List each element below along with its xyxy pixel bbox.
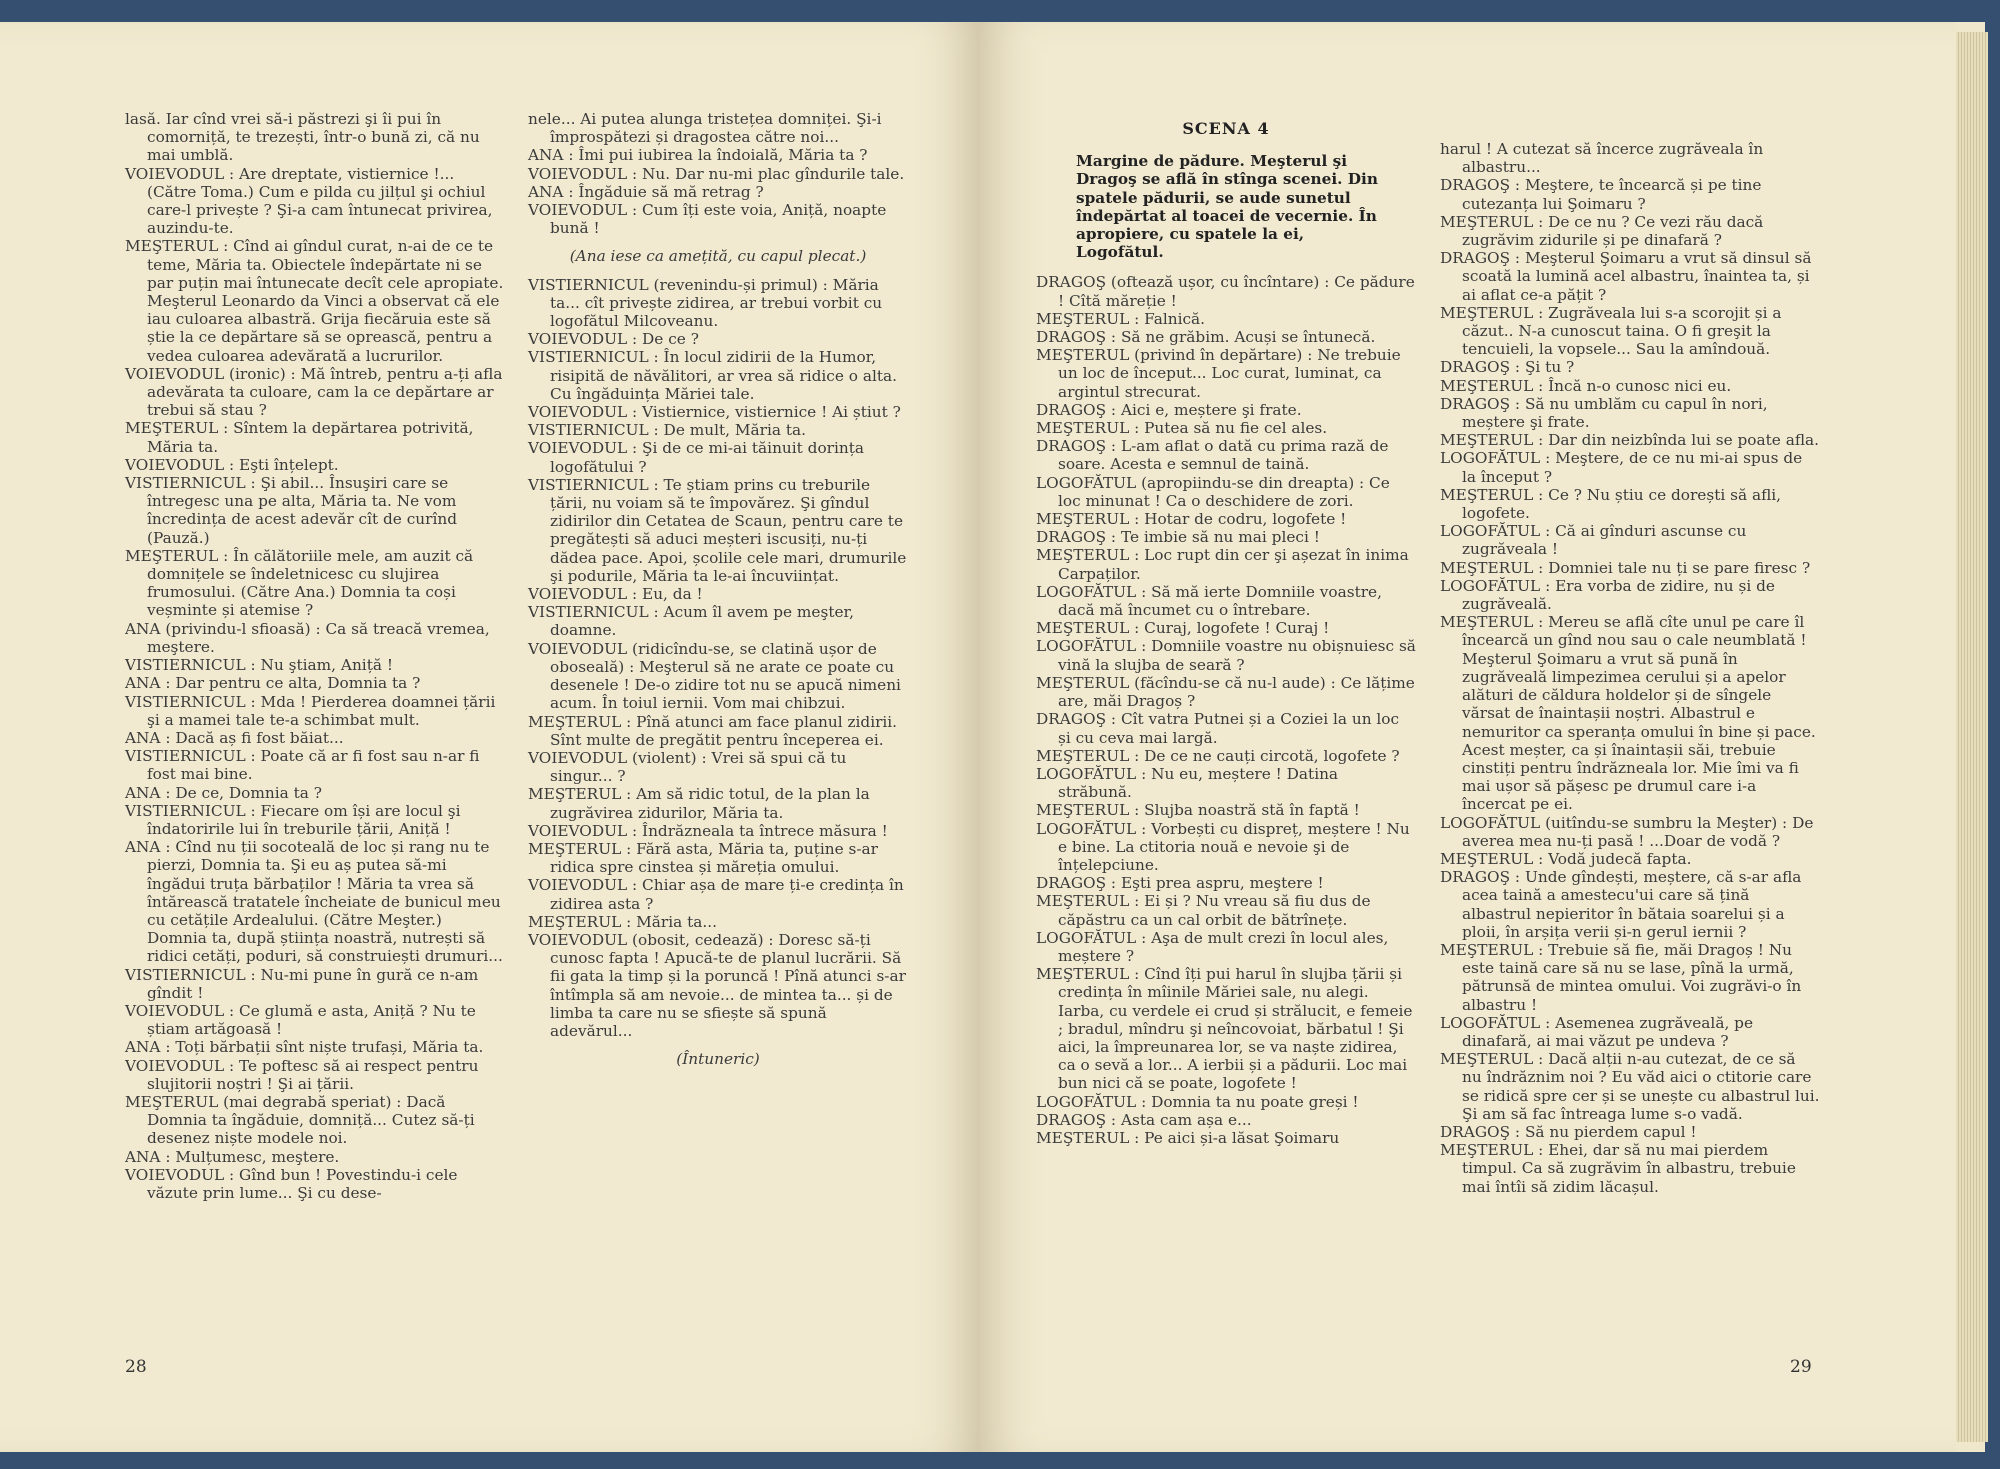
dialogue-line: ANA (privindu-l sfioasă) : Ca să treacă vremea, meştere. xyxy=(125,619,490,656)
dialogue-line: VOIEVODUL (violent) : Vrei să spui că tu singur... ? xyxy=(528,748,847,786)
dialogue-line: VISTIERNICUL : Şi abil... Însuşiri care se întregesc una pe alta, Măria ta. Ne vom încredința de acest adevăr cît de curînd (Pauză.) xyxy=(125,474,457,547)
dialogue-line: VISTIERNICUL : Acum îl avem pe meşter, doamne. xyxy=(528,603,855,640)
dialogue-line: LOGOFĂTUL : Să mă ierte Domniile voastre, dacă mă încumet cu o întrebare. xyxy=(1036,582,1382,620)
dialogue-line: MEŞTERUL : Slujba noastră stă în faptă ! xyxy=(1036,801,1360,820)
dialogue-line: ANA : Dar pentru ce alta, Domnia ta ? xyxy=(125,674,421,693)
dialogue-line: MEŞTERUL : Loc rupt din cer şi așezat în inima Carpaților. xyxy=(1036,546,1409,583)
dialogue-line: MEŞTERUL : Dar din neizbînda lui se poate afla. xyxy=(1440,431,1820,450)
dialogue-line: VOIEVODUL : Şi de ce mi-ai tăinuit dorința logofătului ? xyxy=(528,439,864,476)
dialogue-line: LOGOFĂTUL : Meştere, de ce nu mi-ai spus de la început ? xyxy=(1440,449,1803,486)
dialogue-line: DRAGOŞ : Să ne grăbim. Acuși se întunecă. xyxy=(1036,328,1376,347)
dialogue-line: VOIEVODUL : Gînd bun ! Povestindu-i cele văzute prin lume... Şi cu dese- xyxy=(125,1165,458,1202)
dialogue-line: LOGOFĂTUL : Aşa de mult crezi în locul ales, meștere ? xyxy=(1036,928,1389,965)
dialogue-line: MEŞTERUL : Falnică. xyxy=(1036,309,1206,328)
dialogue-line: ANA : Îngăduie să mă retrag ? xyxy=(528,182,764,201)
dialogue-line: VOIEVODUL : Are dreptate, vistiernice !... (Către Toma.) Cum e pilda cu jilțul şi ochiul care-l privește ? Şi-a cam întunecat privirea, auzindu-te. xyxy=(125,164,493,238)
dialogue-line: DRAGOŞ : Cît vatra Putnei și a Coziei la un loc și cu ceva mai largă. xyxy=(1036,710,1400,747)
dialogue-line: VOIEVODUL : Vistiernice, vistiernice ! Ai știut ? xyxy=(528,403,901,422)
dialogue-line: LOGOFĂTUL : Domnia ta nu poate greși ! xyxy=(1036,1092,1359,1111)
dialogue-line: MEŞTERUL (mai degrabă speriat) : Dacă Domnia ta îngăduie, domniță... Cutez să-ți desenez niște modele noi. xyxy=(125,1092,475,1148)
dialogue-line: LOGOFĂTUL : Domniile voastre nu obișnuiesc să vină la slujba de seară ? xyxy=(1036,637,1416,674)
dialogue-line: MEŞTERUL : Mereu se află cîte unul pe care îl încearcă un gînd nou sau o cale neumblată ! Meşterul Şoimaru a vrut să pună în zugrăveală limpezimea cerului și a apelor alături de căldura holdelor și de sîngele vărsat de înaintașii noștri. Albastrul e nemuritor ca speranța omului în bine și pace. Acest meșter, ca și înaintașii săi, trebuie cinstiți pentru îndrăzneala lor. Mie îmi va fi mai ușor să pășesc pe drumul care i-a încercat pe ei. xyxy=(1440,613,1816,814)
dialogue-line: VOIEVODUL : Eşti înțelept. xyxy=(125,455,339,474)
dialogue-line: MEŞTERUL : În călătoriile mele, am auzit că domnițele se îndeletnicesc cu slujirea frumosului. (Către Ana.) Domnia ta coși veșminte și atemise ? xyxy=(125,546,474,620)
dialogue-line: VOIEVODUL : Îndrăzneala ta întrece măsura ! xyxy=(528,821,888,840)
dialogue-line: MEŞTERUL : Pe aici și-a lăsat Şoimaru xyxy=(1036,1128,1340,1147)
dialogue-line: VOIEVODUL : Cum îți este voia, Aniță, noapte bună ! xyxy=(528,201,887,238)
dialogue-line: MEŞTERUL : Curaj, logofete ! Curaj ! xyxy=(1036,619,1330,638)
dialogue-line: harul ! A cutezat să încerce zugrăveala în albastru... xyxy=(1440,140,1764,177)
dialogue-line: MEŞTERUL : Am să ridic totul, de la plan la zugrăvirea zidurilor, Măria ta. xyxy=(528,785,870,822)
dialogue-line: VISTIERNICUL (revenindu-și primul) : Măria ta... cît privește zidirea, ar trebui vorbit cu logofătul Milcoveanu. xyxy=(528,275,883,331)
dialogue-line: VISTIERNICUL : De mult, Măria ta. xyxy=(528,421,806,440)
dialogue-line: VOIEVODUL (obosit, cedează) : Doresc să-ți cunosc fapta ! Apucă-te de planul lucrării. Să fii gata la timp și la poruncă ! Pînă atunci s-ar întîmpla să am nevoie... de mintea ta... și de limba ta care nu se sfiește să spună adevărul... xyxy=(528,930,906,1040)
dialogue-line: LOGOFĂTUL : Era vorba de zidire, nu și de zugrăveală. xyxy=(1440,576,1775,614)
dialogue-line: MEŞTERUL : Domniei tale nu ți se pare firesc ? xyxy=(1440,558,1811,577)
dialogue-line: DRAGOŞ : L-am aflat o dată cu prima rază de soare. Acesta e semnul de taină. xyxy=(1036,437,1389,474)
dialogue-line: DRAGOŞ (oftează ușor, cu încîntare) : Ce pădure ! Cîtă măreție ! xyxy=(1036,273,1415,310)
dialogue-line: ANA : Mulțumesc, meştere. xyxy=(125,1147,340,1166)
right-column-1 xyxy=(1036,110,1416,1147)
dialogue-line: MEŞTERUL : Măria ta... xyxy=(528,912,717,931)
dialogue-line: VISTIERNICUL : În locul zidirii de la Humor, risipită de năvălitori, ar vrea să ridice o alta. Cu îngăduința Măriei tale. xyxy=(528,348,897,403)
dialogue-line: MEŞTERUL (făcîndu-se că nu-l aude) : Ce lățime are, măi Dragoș ? xyxy=(1036,673,1415,711)
page-edges xyxy=(1956,32,1988,1442)
dialogue-line: MEŞTERUL : Ehei, dar să nu mai pierdem timpul. Ca să zugrăvim în albastru, trebuie mai întîi să zidim lăcașul. xyxy=(1440,1141,1796,1196)
dialogue-line: VOIEVODUL : De ce ? xyxy=(528,330,699,349)
dialogue-line: VISTIERNICUL : Mda ! Pierderea doamnei țării şi a mamei tale te-a schimbat mult. xyxy=(125,692,496,729)
dialogue-line: VISTIERNICUL : Nu-mi pune în gură ce n-am gîndit ! xyxy=(125,965,479,1002)
dialogue-line: ANA : De ce, Domnia ta ? xyxy=(125,783,322,802)
dialogue-line: VOIEVODUL (ironic) : Mă întreb, pentru a-ți afla adevărata ta culoare, cam la ce depărtare ar trebui să stau ? xyxy=(125,364,503,420)
dialogue-line: MEŞTERUL : Cînd ai gîndul curat, n-ai de ce te teme, Măria ta. Obiectele îndepărtate ni se par puțin mai întunecate decît cele apropiate. Meşterul Leonardo da Vinci a observat că ele iau culoarea albastră. Grija fiecăruia este să știe la ce depărtare să se oprească, pentru a vedea culoarea adevărată a lucrurilor. xyxy=(125,237,504,365)
scene-setting: Margine de pădure. Meşterul şi Dragoş se află în stînga scenei. Din spatele pădurii, se aude sunetul îndepărtat al toacei de vecernie. În apropiere, cu spatele la ei, Logofătul. xyxy=(1076,152,1378,262)
dialogue-line: ANA : Toți bărbații sînt niște trufași, Măria ta. xyxy=(125,1038,484,1057)
dialogue-line: MEŞTERUL : Trebuie să fie, măi Dragoș ! Nu este taină care să nu se lase, pînă la urmă, pătrunsă de mintea omului. Voi zugrăvi-o în albastru ! xyxy=(1440,940,1802,1014)
dialogue-line: DRAGOŞ : Eşti prea aspru, meştere ! xyxy=(1036,874,1324,893)
dialogue-line: MEŞTERUL : Hotar de codru, logofete ! xyxy=(1036,510,1347,529)
book-spread xyxy=(0,22,1985,1452)
dialogue-line: VOIEVODUL (ridicîndu-se, se clatină ușor de oboseală) : Meşterul să ne arate ce poate cu desenele ! De-o zidire tot nu se apucă nimeni acum. În toiul iernii. Vom mai chibzui. xyxy=(528,639,901,713)
dialogue-line: DRAGOŞ : Să nu pierdem capul ! xyxy=(1440,1122,1697,1141)
dialogue-line: MEŞTERUL : Pînă atunci am face planul zidirii. Sînt multe de pregătit pentru începerea ei. xyxy=(528,712,898,749)
dialogue-line: VISTIERNICUL : Nu ştiam, Aniță ! xyxy=(125,656,393,675)
dialogue-line: LOGOFĂTUL : Că ai gînduri ascunse cu zugrăveala ! xyxy=(1440,522,1747,559)
dialogue-line: MEŞTERUL : Ce ? Nu știu ce dorești să afli, logofete. xyxy=(1440,485,1782,523)
left-column-1 xyxy=(125,110,505,1202)
dialogue-line: VOIEVODUL : Te poftesc să ai respect pentru slujitorii noștri ! Şi ai țării. xyxy=(125,1056,479,1093)
right-page xyxy=(978,22,1956,1452)
dialogue-line: nele... Ai putea alunga tristețea domniței. Şi-i împrospătezi și dragostea către noi... xyxy=(528,110,882,147)
dialogue-line: DRAGOŞ : Te imbie să nu mai pleci ! xyxy=(1036,528,1320,547)
dialogue-line: VOIEVODUL : Eu, da ! xyxy=(528,585,703,604)
dialogue-line: MEŞTERUL : De ce nu ? Ce vezi rău dacă zugrăvim zidurile și pe dinafară ? xyxy=(1440,212,1764,250)
dialogue-line: MEŞTERUL : Vodă judecă fapta. xyxy=(1440,849,1692,868)
dialogue-line: VISTIERNICUL : Poate că ar fi fost sau n-ar fi fost mai bine. xyxy=(125,747,480,784)
dialogue-line: LOGOFĂTUL (apropiindu-se din dreapta) : Ce loc minunat ! Ca o deschidere de zori. xyxy=(1036,473,1390,510)
dialogue-line: LOGOFĂTUL : Nu eu, meștere ! Datina străbună. xyxy=(1036,764,1339,802)
dialogue-line: DRAGOŞ : Unde gîndești, meștere, că s-ar afla acea taină a amestecu'ui care să țină albastrul nepieritor în bătaia soarelui și a ploii, în arșița verii și-n gerul iernii ? xyxy=(1440,868,1802,941)
dialogue-line: VOIEVODUL : Chiar așa de mare ți-e credința în zidirea asta ? xyxy=(528,876,904,913)
dialogue-line: lasă. Iar cînd vrei să-i păstrezi şi îi pui în comorniță, te trezești, într-o bună zi, că nu mai umblă. xyxy=(125,110,480,165)
dialogue-line: MEŞTERUL : Dacă alții n-au cutezat, de ce să nu îndrăznim noi ? Eu văd aici o ctitorie care se ridică spre cer și se unește cu albastrul lui. Şi am să fac întreaga lume s-o vadă. xyxy=(1440,1050,1820,1123)
scene-title: SCENA 4 xyxy=(1182,119,1270,138)
right-column-2 xyxy=(1440,140,1820,1196)
dialogue-line: MEŞTERUL : Ei și ? Nu vreau să fiu dus de căpăstru ca un cal orbit de bătrînețe. xyxy=(1036,892,1371,929)
dialogue-line: DRAGOŞ : Aici e, meștere şi frate. xyxy=(1036,400,1302,419)
dialogue-line: VISTIERNICUL : Fiecare om își are locul şi îndatoririle lui în treburile țării, Aniță ! xyxy=(125,801,461,838)
dialogue-line: LOGOFĂTUL (uitîndu-se sumbru la Meşter) : De averea mea nu-ți pasă ! ...Doar de vodă ? xyxy=(1440,813,1814,850)
dialogue-line: MEŞTERUL : Fără asta, Măria ta, puține s-ar ridica spre cinstea și măreția omului. xyxy=(528,839,878,877)
dialogue-line: LOGOFĂTUL : Asemenea zugrăveală, pe dinafară, ai mai văzut pe undeva ? xyxy=(1440,1013,1754,1050)
dialogue-line: MEŞTERUL : Încă n-o cunosc nici eu. xyxy=(1440,376,1732,395)
dialogue-line: ANA : Îmi pui iubirea la îndoială, Măria ta ? xyxy=(528,146,868,165)
dialogue-line: DRAGOŞ : Meşterul Şoimaru a vrut să dinsul să scoată la lumină acel albastru, înaintea ta, și ai aflat ce-a pățit ? xyxy=(1440,249,1812,304)
stage-direction: (Întuneric) xyxy=(676,1050,760,1069)
dialogue-line: DRAGOŞ : Meştere, te încearcă și pe tine cutezanța lui Şoimaru ? xyxy=(1440,176,1762,213)
dialogue-line: MEŞTERUL : Putea să nu fie cel ales. xyxy=(1036,419,1328,438)
left-page xyxy=(0,22,978,1452)
dialogue-line: DRAGOŞ : Să nu umblăm cu capul în nori, meștere şi frate. xyxy=(1440,394,1768,432)
dialogue-line: ANA : Dacă aș fi fost băiat... xyxy=(125,728,344,747)
dialogue-line: DRAGOŞ : Şi tu ? xyxy=(1440,358,1575,377)
dialogue-line: MEŞTERUL (privind în depărtare) : Ne trebuie un loc de început... Loc curat, luminat, ca argintul strecurat. xyxy=(1036,346,1401,401)
stage-direction: (Ana iese ca amețită, cu capul plecat.) xyxy=(569,247,867,266)
dialogue-line: VOIEVODUL : Nu. Dar nu-mi plac gîndurile tale. xyxy=(528,164,905,183)
dialogue-line: DRAGOŞ : Asta cam așa e... xyxy=(1036,1110,1252,1129)
dialogue-line: LOGOFĂTUL : Vorbești cu dispreț, meștere ! Nu e bine. La ctitoria nouă e nevoie şi de înțelepciune. xyxy=(1036,819,1410,874)
dialogue-line: ANA : Cînd nu ții socoteală de loc și rang nu te pierzi, Domnia ta. Şi eu aș putea să-mi îngădui truța bărbaților ! Măria ta vrea să întărească tratatele încheiate de bunicul meu cu cetățile Ardealului. (Către Meşter.) Domnia ta, după știința noastră, nutrești să ridici cetăți, poduri, să construiești drumuri... xyxy=(125,838,503,966)
dialogue-line: MEŞTERUL : Zugrăveala lui s-a scorojit și a căzut.. N-a cunoscut taina. O fi greşit la tencuieli, la vopsele... Sau la amîndouă. xyxy=(1440,303,1782,359)
left-column-2 xyxy=(528,110,908,1078)
page-number-left: 28 xyxy=(125,1357,147,1377)
dialogue-line: VISTIERNICUL : Te știam prins cu treburile țării, nu voiam să te împovărez. Şi gîndul zidirilor din Cetatea de Scaun, pentru care te pregătești să aduci meșteri iscusiți, nu-ți dădea pace. Apoi, școlile cele mari, drumurile şi podurile, Măria ta le-ai încuviințat. xyxy=(528,475,907,585)
page-number-right: 29 xyxy=(1790,1357,1812,1377)
dialogue-line: MEŞTERUL : Cînd îți pui harul în slujba țării și credința în mîinile Măriei sale, nu alegi. Iarba, cu verdele ei crud și strălucit, e femeie ; bradul, mîndru şi neîncovoiat, bărbatul ! Şi aici, la împreunarea lor, se va naște zidirea, ca o sevă a lor... A ierbii și a pădurii. Loc mai bun nici că se poate, logofete ! xyxy=(1036,965,1413,1093)
dialogue-line: VOIEVODUL : Ce glumă e asta, Aniță ? Nu te știam artăgoasă ! xyxy=(125,1001,476,1039)
dialogue-line: MEŞTERUL : De ce ne cauți circotă, logofete ? xyxy=(1036,746,1400,765)
dialogue-line: MEŞTERUL : Sîntem la depărtarea potrivită, Măria ta. xyxy=(125,419,474,456)
